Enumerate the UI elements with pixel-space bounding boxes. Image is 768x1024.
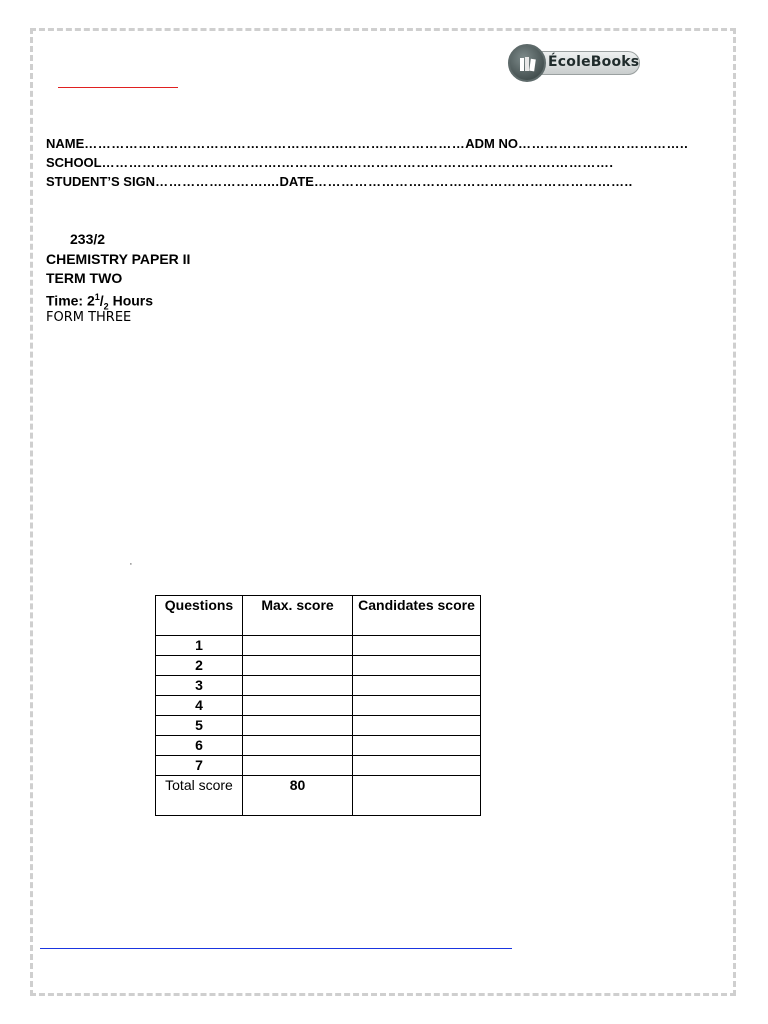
max-score-cell[interactable] — [243, 716, 353, 736]
total-label: Total score — [156, 776, 243, 816]
name-adm-line — [46, 135, 688, 153]
adm-label: ADM NO — [465, 136, 518, 151]
date-label: DATE — [279, 174, 314, 189]
max-score-cell[interactable] — [243, 696, 353, 716]
candidate-score-cell[interactable] — [353, 636, 481, 656]
school-line — [46, 154, 613, 172]
total-candidate-score[interactable] — [353, 776, 481, 816]
table-row — [156, 656, 481, 676]
total-row — [156, 776, 481, 816]
table-header-row — [156, 596, 481, 636]
table-row — [156, 676, 481, 696]
candidate-score-cell[interactable] — [353, 716, 481, 736]
total-max-score: 80 — [243, 776, 353, 816]
max-score-cell[interactable] — [243, 636, 353, 656]
question-number: 3 — [156, 676, 243, 696]
table-row — [156, 736, 481, 756]
paper-subject: CHEMISTRY PAPER II — [46, 251, 191, 267]
max-score-cell[interactable] — [243, 756, 353, 776]
table-row — [156, 696, 481, 716]
candidate-score-cell[interactable] — [353, 696, 481, 716]
red-underline — [58, 87, 178, 88]
question-number: 2 — [156, 656, 243, 676]
time-slash: / — [99, 292, 104, 309]
question-number: 7 — [156, 756, 243, 776]
books-icon — [519, 55, 537, 73]
candidate-score-cell[interactable] — [353, 676, 481, 696]
header-questions: Questions — [156, 596, 243, 636]
logo-badge — [508, 44, 546, 82]
max-score-cell[interactable] — [243, 656, 353, 676]
time-sub: 2 — [103, 301, 109, 312]
score-table — [155, 595, 481, 816]
blue-underline — [40, 948, 512, 949]
time-prefix: Time: 2 — [46, 292, 95, 309]
sign-blank[interactable]: …………………….... — [155, 174, 280, 189]
time-suffix: Hours — [108, 292, 154, 309]
table-row — [156, 756, 481, 776]
name-blank[interactable]: …………………………………………….…...……………………… — [84, 136, 466, 151]
header-candidates-score: Candidates score — [353, 596, 481, 636]
adm-blank[interactable]: ……………………………….. — [517, 136, 689, 151]
sign-label: STUDENT’S SIGN — [46, 174, 156, 189]
paper-term: TERM TWO — [46, 270, 123, 286]
question-number: 6 — [156, 736, 243, 756]
date-blank[interactable]: …………………………………………………………….. — [313, 174, 633, 189]
question-number: 5 — [156, 716, 243, 736]
name-label: NAME — [46, 136, 85, 151]
max-score-cell[interactable] — [243, 736, 353, 756]
stray-mark: ‚ — [130, 557, 132, 566]
table-row — [156, 716, 481, 736]
candidate-score-cell[interactable] — [353, 756, 481, 776]
school-label: SCHOOL — [46, 155, 102, 170]
sign-date-line — [46, 173, 633, 191]
header-max-score: Max. score — [243, 596, 353, 636]
time-sup: 1 — [94, 292, 100, 302]
ecolebooks-logo — [508, 44, 642, 84]
question-number: 1 — [156, 636, 243, 656]
candidate-score-cell[interactable] — [353, 656, 481, 676]
paper-form: FORM THREE — [46, 310, 132, 325]
paper-code: 233/2 — [70, 231, 106, 247]
table-row — [156, 636, 481, 656]
question-number: 4 — [156, 696, 243, 716]
max-score-cell[interactable] — [243, 676, 353, 696]
logo-text: ÉcoleBooks — [548, 54, 640, 70]
candidate-score-cell[interactable] — [353, 736, 481, 756]
school-blank[interactable]: ………………………………….…………………………………………………….…………. — [101, 155, 614, 170]
